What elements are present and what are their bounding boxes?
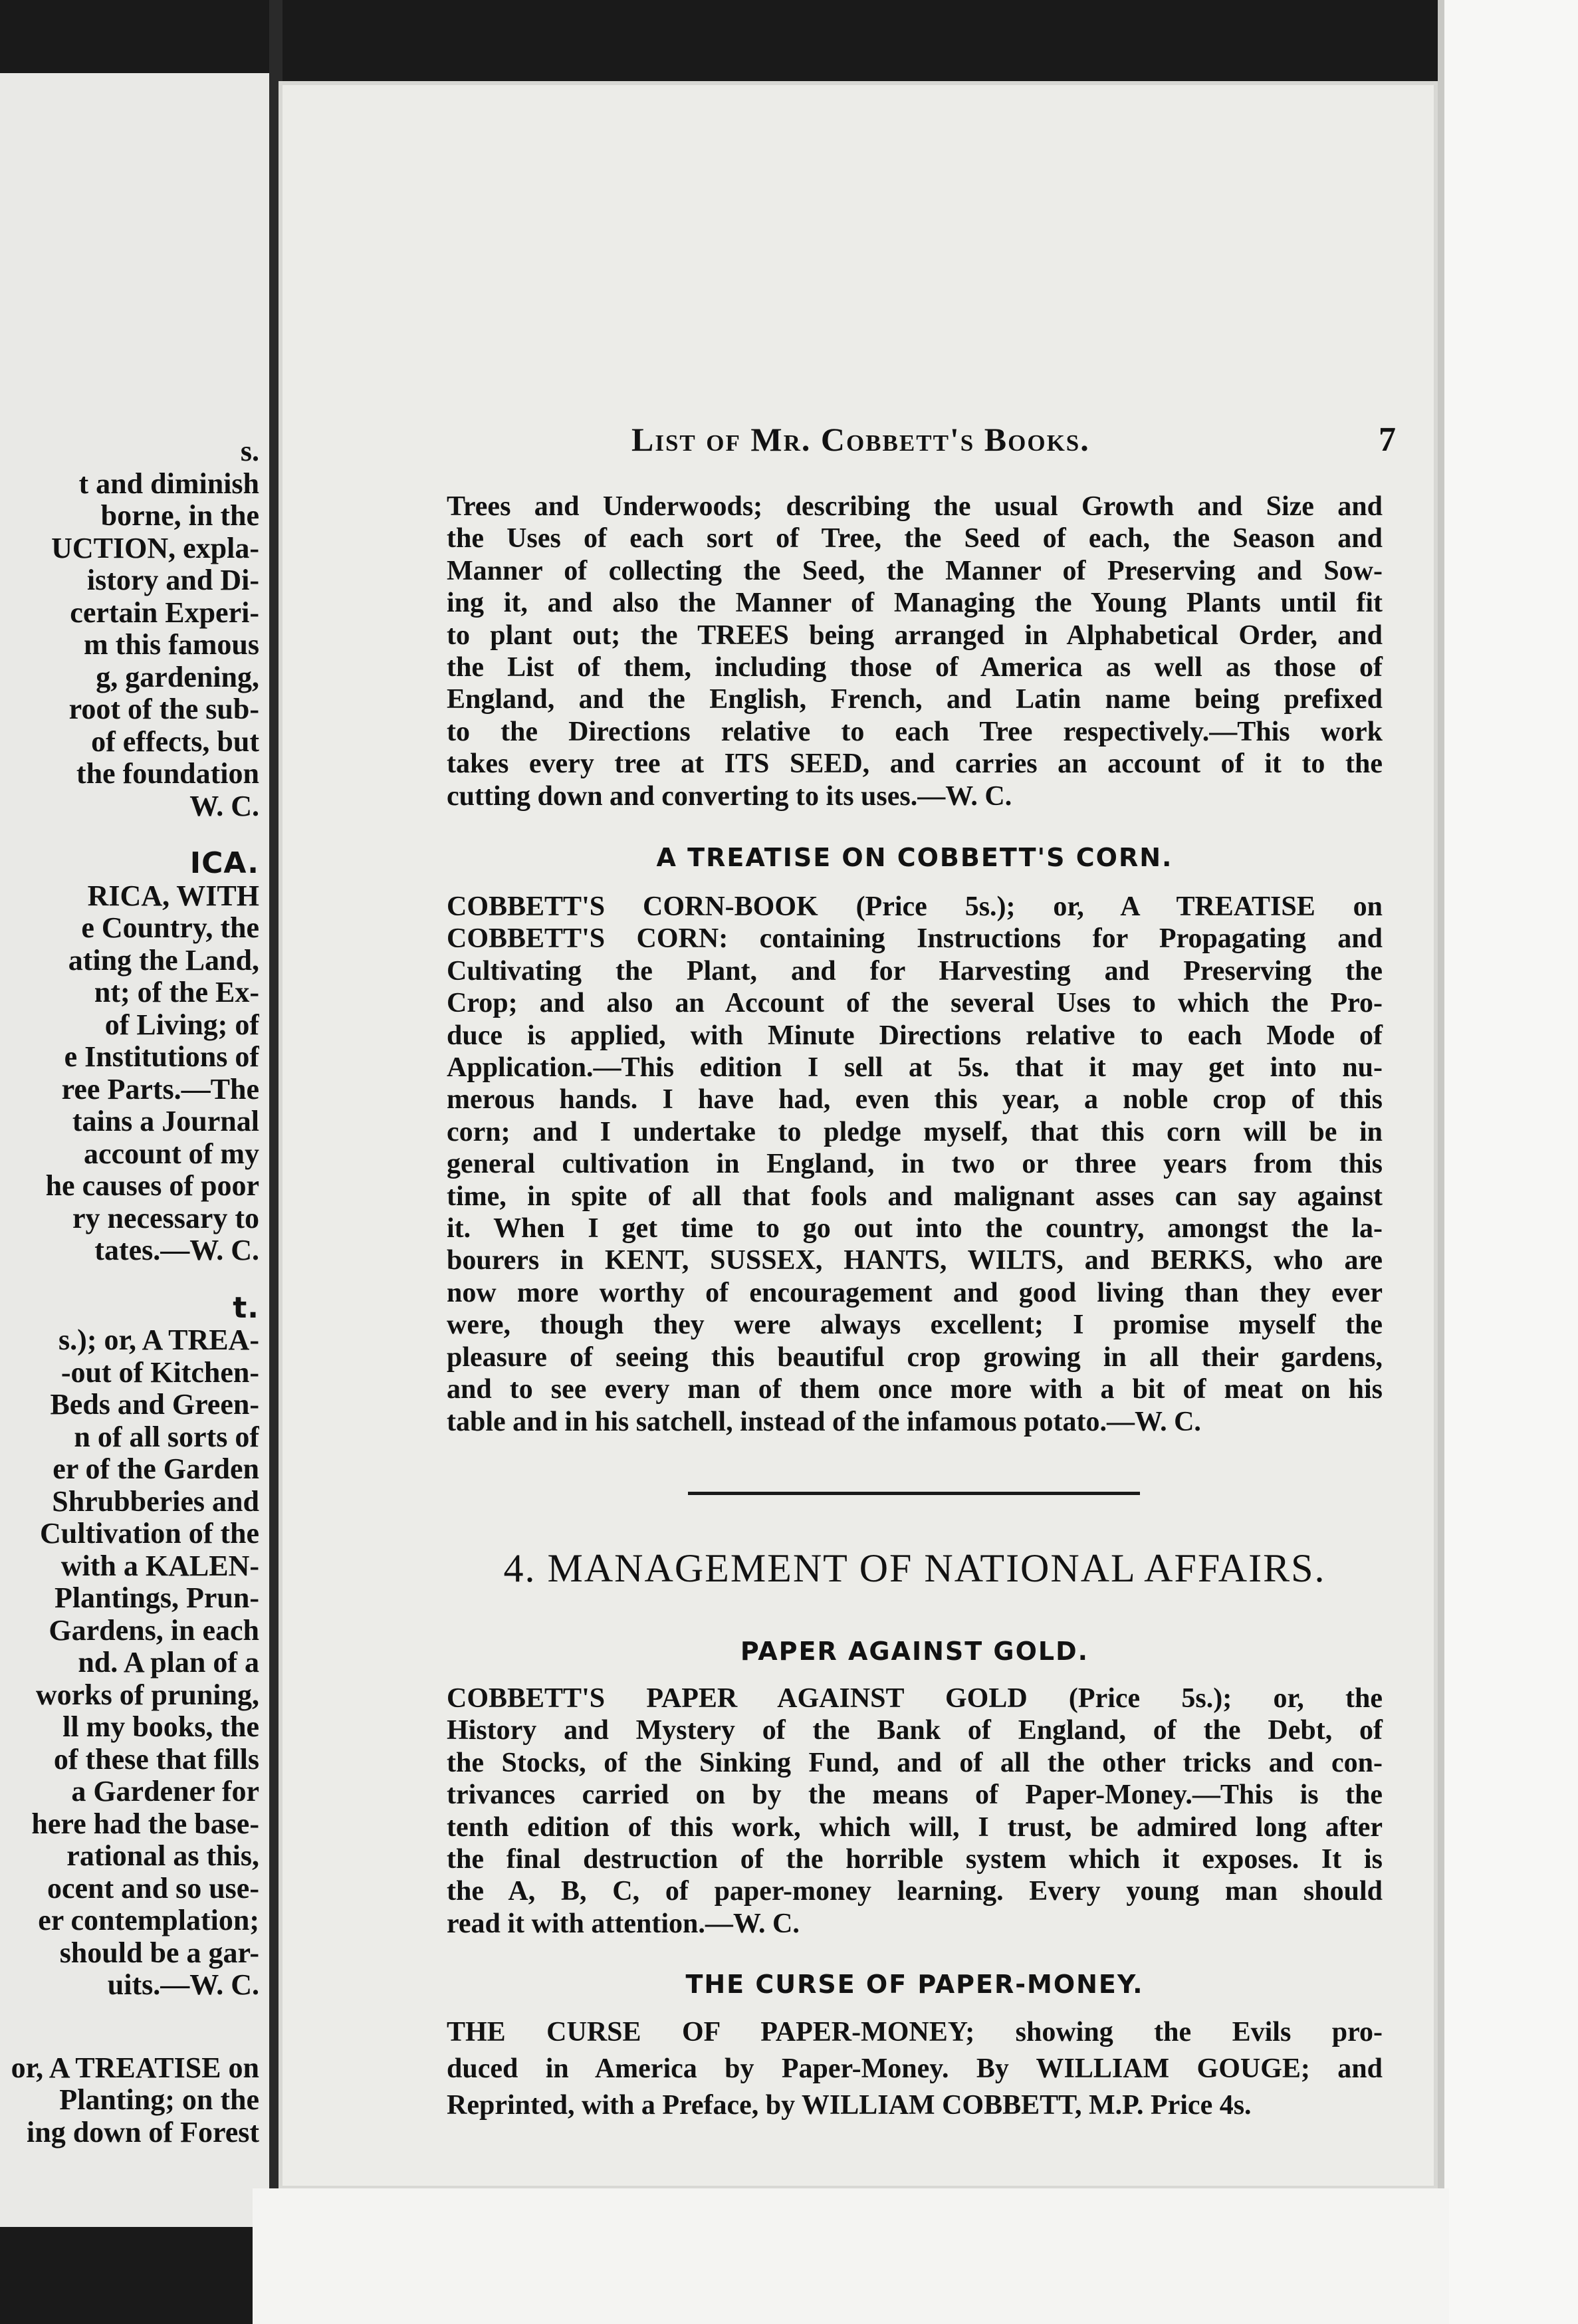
- text-line: it. When I get time to go out into the country, amongst the la-: [447, 1213, 1383, 1244]
- left-page-line: borne, in the: [100, 500, 259, 532]
- left-page-line: should be a gar-: [59, 1936, 259, 1969]
- left-page-line: ree Parts.—The: [61, 1073, 259, 1105]
- left-page-line: Planting; on the: [59, 2084, 259, 2116]
- left-page-line: Cultivation of the: [40, 1518, 259, 1550]
- text-line: and to see every man of them once more with a bit of meat on his: [447, 1374, 1383, 1405]
- left-page-line: tains a Journal: [72, 1105, 259, 1137]
- left-page-line: s.); or, A TREA-: [58, 1324, 259, 1356]
- text-line: time, in spite of all that fools and malignant asses can say against: [447, 1181, 1383, 1212]
- left-page-line: certain Experi-: [70, 596, 259, 629]
- left-page-line: nd. A plan of a: [78, 1647, 259, 1679]
- book-gutter: [269, 0, 282, 2324]
- running-head-title: List of Mr. Cobbett's Books.: [631, 421, 1090, 458]
- page-number: 7: [1379, 421, 1396, 459]
- left-page-line: ocent and so use-: [47, 1872, 259, 1905]
- left-page-line: Gardens, in each: [49, 1614, 259, 1647]
- left-page-line: root of the sub-: [68, 693, 259, 725]
- left-page-line: here had the base-: [31, 1807, 259, 1840]
- left-page-line: n of all sorts of: [74, 1421, 259, 1453]
- left-page-line: ry necessary to: [72, 1202, 259, 1234]
- left-page-line: s.: [240, 435, 259, 467]
- text-line: Trees and Underwoods; describing the usual Growth and Size and: [447, 491, 1383, 522]
- text-line: corn; and I undertake to pledge myself, that this corn will be in: [447, 1116, 1383, 1147]
- text-line: the A, B, C, of paper-money learning. Every young man should: [447, 1876, 1383, 1907]
- text-line: COBBETT'S CORN: containing Instructions for Propagating and: [447, 923, 1383, 955]
- text-line: the Stocks, of the Sinking Fund, and of all the other tricks and con-: [447, 1747, 1383, 1778]
- left-page-heading: t.: [233, 1292, 259, 1324]
- text-line: England, and the English, French, and Latin name being prefixed: [447, 684, 1383, 715]
- text-line: were, though they were always excellent; I promise myself the: [447, 1310, 1383, 1341]
- left-page-line: of Living; of: [104, 1008, 259, 1041]
- left-page-line: RICA, WITH: [87, 879, 259, 912]
- text-line: COBBETT'S CORN-BOOK (Price 5s.); or, A TREATISE on: [447, 891, 1383, 922]
- left-page-line: ing down of Forest: [27, 2116, 259, 2149]
- text-line: now more worthy of encouragement and good living than they ever: [447, 1277, 1383, 1308]
- left-page-line: of these that fills: [53, 1743, 259, 1776]
- left-page-line: uits.—W. C.: [107, 1969, 259, 2001]
- text-line: to the Directions relative to each Tree respectively.—This work: [447, 716, 1383, 747]
- text-line: Application.—This edition I sell at 5s. that it may get into nu-: [447, 1052, 1383, 1084]
- left-page-line: -out of Kitchen-: [60, 1356, 259, 1389]
- left-page-fragment: [0, 73, 275, 2227]
- left-page-text: [0, 435, 275, 2149]
- left-page-line: the foundation: [76, 758, 259, 790]
- text-line: ing it, and also the Manner of Managing the Young Plants until fit: [447, 588, 1383, 619]
- left-page-line: ating the Land,: [68, 944, 259, 977]
- text-line: merous hands. I have had, even this year, a noble crop of this: [447, 1084, 1383, 1115]
- text-line: takes every tree at ITS SEED, and carries an account of it to the: [447, 749, 1383, 780]
- text-line: table and in his satchell, instead of the infamous potato.—W. C.: [447, 1406, 1201, 1437]
- text-line: COBBETT'S PAPER AGAINST GOLD (Price 5s.); or, the: [447, 1683, 1383, 1714]
- left-page-heading: ICA.: [189, 848, 259, 880]
- left-page-line: g, gardening,: [96, 661, 259, 693]
- text-line: the List of them, including those of America as well as those of: [447, 652, 1383, 683]
- corn-heading: A TREATISE ON COBBETT'S CORN.: [656, 843, 1173, 872]
- left-page-line: or, A TREATISE on: [11, 2051, 259, 2084]
- text-line: Manner of collecting the Seed, the Manner of Preserving and Sow-: [447, 555, 1383, 586]
- text-line: History and Mystery of the Bank of England, of the Debt, of: [447, 1715, 1383, 1746]
- left-page-line: tates.—W. C.: [94, 1234, 259, 1266]
- left-page-line: er of the Garden: [53, 1453, 259, 1485]
- left-page-line: e Country, the: [81, 912, 259, 944]
- curse-heading: THE CURSE OF PAPER-MONEY.: [685, 1970, 1144, 1999]
- left-page-line: er contemplation;: [38, 1905, 259, 1936]
- left-page-line: W. C.: [189, 790, 259, 822]
- left-page-line: e Institutions of: [64, 1041, 259, 1073]
- section-rule: [688, 1492, 1140, 1495]
- left-page-line: nt; of the Ex-: [94, 977, 259, 1008]
- text-line: to plant out; the TREES being arranged in Alphabetical Order, and: [447, 620, 1383, 651]
- corn-paragraph: [447, 891, 1383, 1438]
- left-page-line: of effects, but: [91, 725, 259, 758]
- left-page-line: account of my: [84, 1137, 259, 1170]
- left-page-line: rational as this,: [66, 1840, 259, 1872]
- text-line: Crop; and also an Account of the several Uses to which the Pro-: [447, 988, 1383, 1019]
- text-line: duce is applied, with Minute Directions relative to each Mode of: [447, 1020, 1383, 1051]
- text-line: bourers in KENT, SUSSEX, HANTS, WILTS, and BERKS, who are: [447, 1245, 1383, 1276]
- left-page-line: with a KALEN-: [60, 1550, 259, 1582]
- left-page-line: ll my books, the: [62, 1711, 259, 1743]
- page-edge: [1438, 0, 1578, 2324]
- left-page-line: m this famous: [83, 629, 259, 661]
- left-page-line: works of pruning,: [35, 1679, 259, 1711]
- page-bottom-margin: [253, 2188, 1449, 2324]
- left-page-line: Plantings, Prun-: [54, 1582, 259, 1614]
- text-line: general cultivation in England, in two or three years from this: [447, 1149, 1383, 1180]
- gold-heading: PAPER AGAINST GOLD.: [740, 1637, 1089, 1666]
- text-line: duced in America by Paper-Money. By WILLIAM GOUGE; and: [447, 2053, 1383, 2084]
- left-page-line: a Gardener for: [71, 1776, 259, 1807]
- text-line: Cultivating the Plant, and for Harvesting and Preserving the: [447, 955, 1383, 987]
- left-page-line: istory and Di-: [86, 564, 259, 596]
- text-line: trivances carried on by the means of Paper-Money.—This is the: [447, 1780, 1383, 1811]
- part-heading: 4. MANAGEMENT OF NATIONAL AFFAIRS.: [503, 1546, 1326, 1590]
- running-head: [346, 420, 1396, 467]
- curse-paragraph: [447, 2014, 1383, 2124]
- text-line: pleasure of seeing this beautiful crop growing in all their gardens,: [447, 1341, 1383, 1373]
- text-line: the final destruction of the horrible system which it exposes. It is: [447, 1844, 1383, 1875]
- text-line: THE CURSE OF PAPER-MONEY; showing the Evils pro-: [447, 2017, 1383, 2047]
- left-page-line: t and diminish: [78, 467, 259, 500]
- left-page-line: Beds and Green-: [50, 1389, 259, 1421]
- left-page-line: Shrubberies and: [52, 1485, 259, 1518]
- left-page-line: UCTION, expla-: [51, 532, 259, 564]
- trees-paragraph: [447, 491, 1383, 812]
- text-line: the Uses of each sort of Tree, the Seed of each, the Season and: [447, 523, 1383, 554]
- text-line: Reprinted, with a Preface, by WILLIAM COBBETT, M.P. Price 4s.: [447, 2090, 1252, 2121]
- text-line: cutting down and converting to its uses.—W. C.: [447, 780, 1012, 812]
- gold-paragraph: [447, 1683, 1383, 1940]
- left-page-line: he causes of poor: [45, 1170, 259, 1202]
- text-line: tenth edition of this work, which will, I trust, be admired long after: [447, 1811, 1383, 1843]
- text-line: read it with attention.—W. C.: [447, 1908, 800, 1939]
